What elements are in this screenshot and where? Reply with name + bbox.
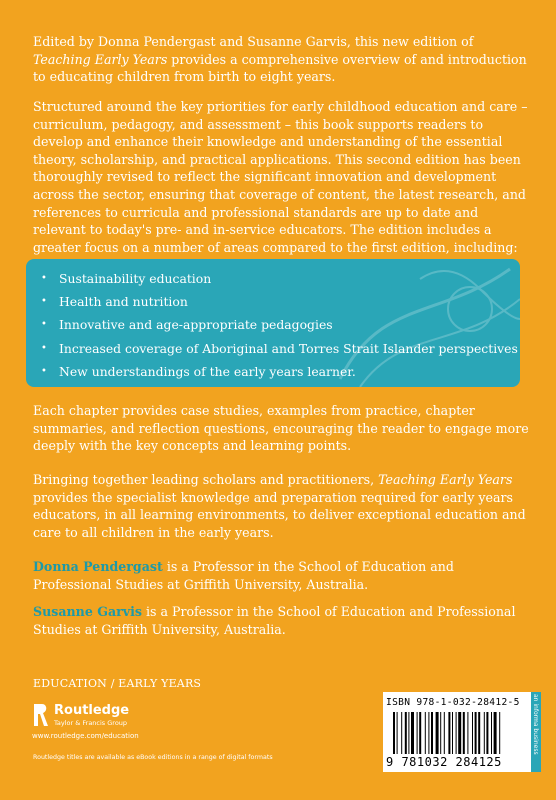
bullet-icon: •	[41, 342, 47, 354]
routledge-r-icon	[32, 702, 50, 728]
structure-paragraph: Structured around the key priorities for early childhood education and care – curriculum, pedagogy, and assessment – this book supports readers to develop and enhance their knowledge and understanding of the essential theory, scholarship, and practical applications. This second edition has been thoroughly revised to reflect the significant innovation and development across the sector, ensuring that coverage of content, the latest research, and references to curricula and professional standards are up to date and relevant to today's pre- and in-service educators. The edition includes a greater focus on a number of areas compared to the first edition, including:	[33, 99, 528, 255]
barcode-bars	[393, 712, 527, 754]
chapter-paragraph: Each chapter provides case studies, examples from practice, chapter summaries, and reflection questions, encouraging the reader to engage more deeply with the key concepts and learning points.	[33, 403, 529, 454]
intro-paragraph	[33, 33, 533, 86]
list-item: • Increased coverage of Aboriginal and Torres Strait Islander perspectives	[41, 337, 518, 360]
publisher-group: Taylor & Francis Group	[54, 719, 128, 727]
author-name: Donna Pendergast	[33, 559, 163, 574]
closing-book-title: Teaching Early Years	[378, 472, 513, 487]
isbn-label: ISBN 978-1-032-28412-5	[386, 697, 520, 708]
intro-lead-text: Edited by Donna Pendergast and Susanne Garvis, this new edition of	[33, 34, 474, 49]
list-item: • Sustainability education	[41, 267, 518, 290]
author-bio-garvis: Susanne Garvis is a Professor in the School of Education and Professional Studies at Griffith University, Australia.	[33, 604, 516, 637]
highlights-list	[41, 267, 518, 383]
list-item: • Health and nutrition	[41, 290, 518, 313]
closing-paragraph: Bringing together leading scholars and practitioners, Teaching Early Years provides the specialist knowledge and preparation required for early years educators, in all learning environments, to deliver exceptional education and care to all children in the early years.	[33, 472, 526, 540]
publisher-url: www.routledge.com/education	[32, 732, 139, 740]
subject-category: EDUCATION / EARLY YEARS	[33, 677, 202, 690]
bullet-icon: •	[41, 365, 47, 377]
informa-tab: an informa business	[531, 692, 541, 772]
intro-tail-text: provides a comprehensive overview of and introduction to educating children from birth to eight years.	[33, 51, 527, 85]
publisher-logo	[32, 702, 182, 742]
bullet-icon: •	[41, 273, 47, 284]
publisher-name: Routledge	[54, 703, 130, 718]
barcode-number: 9 781032 284125	[386, 755, 502, 769]
ebook-note: Routledge titles are available as eBook editions in a range of digital formats	[33, 754, 273, 761]
barcode	[383, 692, 541, 772]
bullet-icon: •	[41, 296, 47, 308]
intro-book-title: Teaching Early Years	[33, 51, 168, 67]
list-item: • New understandings of the early years learner.	[41, 360, 518, 383]
highlights-box	[26, 259, 520, 387]
bullet-icon: •	[41, 319, 47, 331]
author-name: Susanne Garvis	[33, 604, 142, 619]
author-bio-pendergast: Donna Pendergast is a Professor in the School of Education and Professional Studies at Griffith University, Australia.	[33, 559, 454, 592]
list-item: • Innovative and age-appropriate pedagogies	[41, 313, 518, 336]
